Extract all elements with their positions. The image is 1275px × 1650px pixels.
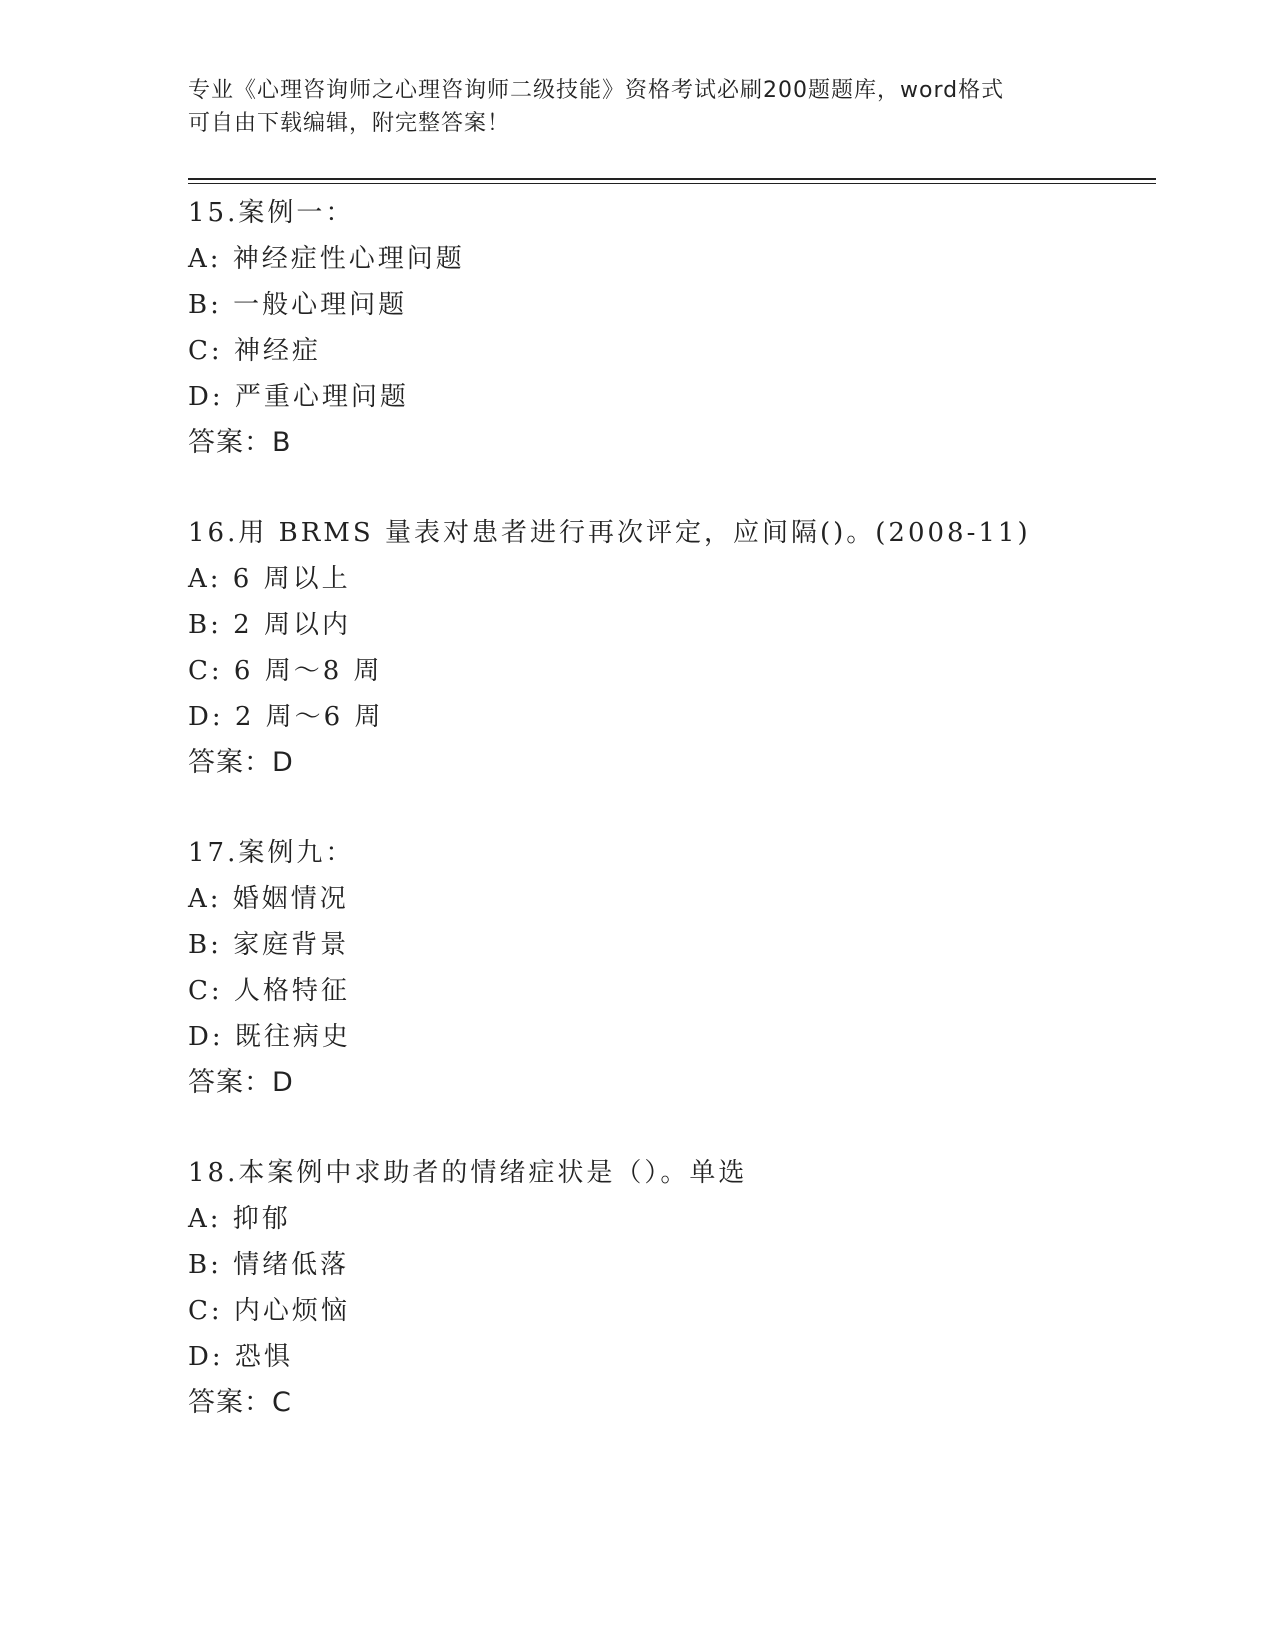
question-17 [188, 830, 1148, 1106]
answer-line: 答案：C [188, 1387, 292, 1418]
option-a: A: 抑郁 [188, 1204, 291, 1234]
question-15 [188, 190, 1148, 466]
option-d: D: 既往病史 [188, 1022, 351, 1052]
option-b: B: 情绪低落 [188, 1250, 350, 1280]
option-c: C: 神经症 [188, 336, 321, 366]
question-stem: 15.案例一： [188, 198, 355, 228]
option-a: A: 神经症性心理问题 [188, 244, 465, 274]
option-a: A: 6 周以上 [188, 564, 351, 594]
question-16 [188, 510, 1148, 786]
document-header [188, 74, 1088, 140]
question-stem: 16.用 BRMS 量表对患者进行再次评定，应间隔()。(2008-11) [188, 518, 1031, 548]
answer-line: 答案：D [188, 747, 294, 778]
question-18 [188, 1150, 1148, 1426]
answer-line: 答案：D [188, 1067, 294, 1098]
option-d: D: 恐惧 [188, 1342, 293, 1372]
question-spacer [188, 786, 1148, 830]
option-a: A: 婚姻情况 [188, 884, 349, 914]
question-stem: 17.案例九： [188, 838, 355, 868]
header-line-1: 专业《心理咨询师之心理咨询师二级技能》资格考试必刷200题题库，word格式 [188, 78, 1005, 103]
option-c: C: 6 周～8 周 [188, 656, 383, 686]
option-b: B: 2 周以内 [188, 610, 351, 640]
option-c: C: 内心烦恼 [188, 1296, 350, 1326]
option-d: D: 2 周～6 周 [188, 702, 384, 732]
option-b: B: 家庭背景 [188, 930, 350, 960]
question-list [188, 190, 1148, 1426]
option-c: C: 人格特征 [188, 976, 350, 1006]
question-spacer [188, 466, 1148, 510]
question-stem: 18.本案例中求助者的情绪症状是（）。单选 [188, 1158, 748, 1188]
option-b: B: 一般心理问题 [188, 290, 408, 320]
header-divider-top [188, 178, 1156, 180]
answer-line: 答案：B [188, 427, 292, 458]
header-divider-bottom [188, 183, 1156, 184]
option-d: D: 严重心理问题 [188, 382, 409, 412]
question-spacer [188, 1106, 1148, 1150]
header-line-2: 可自由下载编辑，附完整答案！ [188, 111, 511, 136]
